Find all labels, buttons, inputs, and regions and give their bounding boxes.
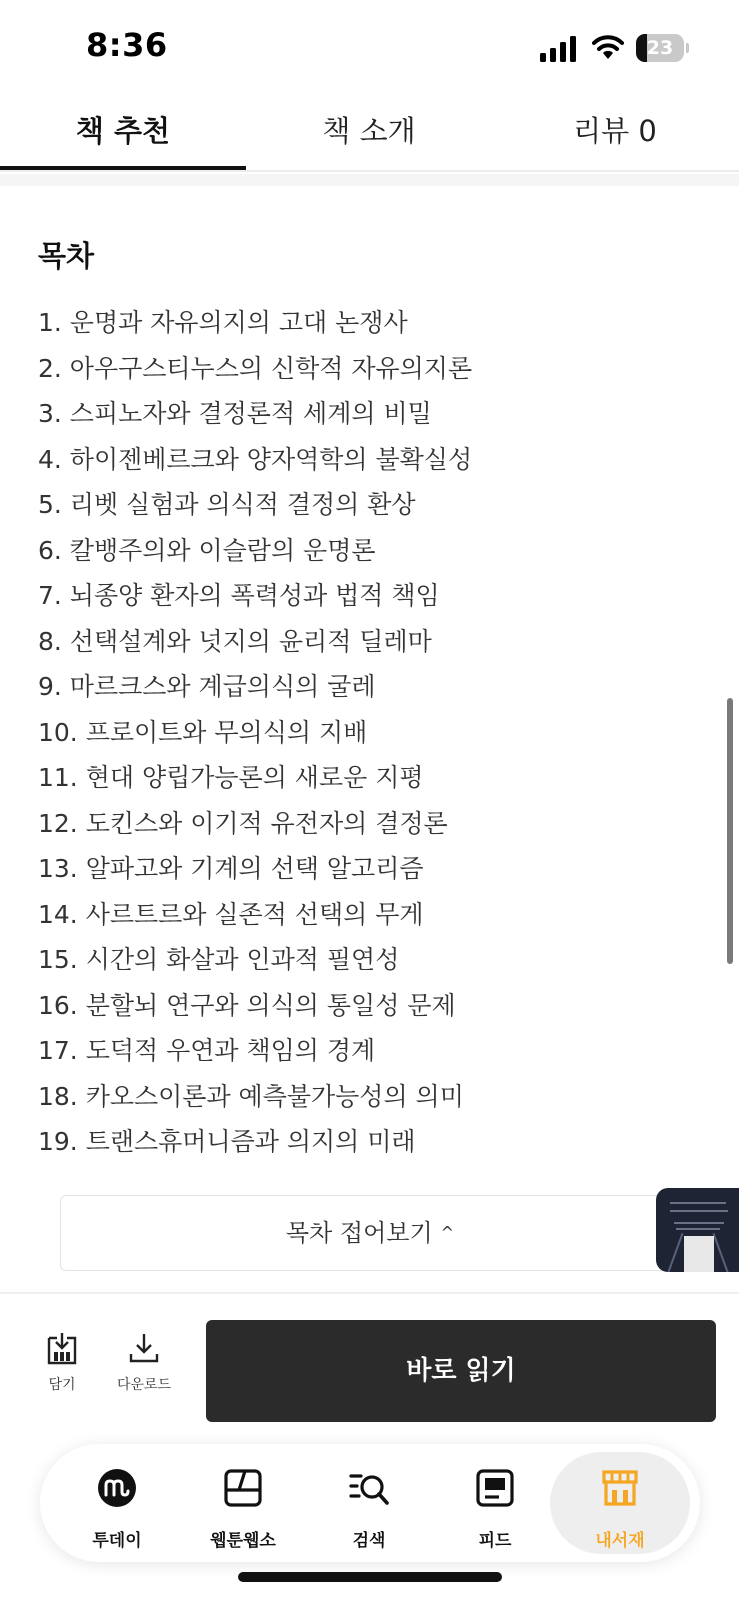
toc-item: 11. 현대 양립가능론의 새로운 지평 — [38, 763, 424, 792]
nav-label: 피드 — [478, 1531, 512, 1551]
toc-item: 6. 칼뱅주의와 이슬람의 운명론 — [38, 535, 376, 565]
toc-item: 14. 사르트르와 실존적 선택의 무게 — [38, 899, 424, 929]
toc-item: 4. 하이젠베르크와 양자역학의 불확실성 — [38, 444, 473, 474]
toc-item: 9. 마르크스와 계급의식의 굴레 — [38, 672, 376, 701]
status-time: 8:36 — [86, 26, 168, 64]
download-button[interactable] — [104, 1330, 184, 1410]
tab-book-intro[interactable]: 책 소개 — [322, 114, 416, 148]
chevron-up-icon: ^ — [440, 1223, 455, 1242]
toc-item: 15. 시간의 화살과 인과적 필연성 — [38, 945, 400, 974]
toc-item: 18. 카오스이론과 예측불가능성의 의미 — [38, 1081, 464, 1111]
scrollbar-thumb[interactable] — [727, 698, 733, 964]
toc-item: 13. 알파고와 기계의 선택 알고리즘 — [38, 854, 424, 883]
nav-label: 내서재 — [595, 1531, 645, 1551]
nav-label: 웹툰웹소 — [210, 1531, 276, 1551]
battery-icon — [636, 34, 688, 62]
section-divider — [0, 174, 739, 186]
tab-reviews[interactable]: 리뷰 0 — [573, 114, 657, 148]
nav-library[interactable] — [550, 1444, 676, 1562]
tab-bar — [0, 96, 739, 172]
toc-item: 10. 프로이트와 무의식의 지배 — [38, 717, 368, 747]
toc-collapse-label: 목차 접어보기 — [285, 1219, 433, 1247]
toc-title: 목차 — [38, 239, 95, 273]
nav-label: 투데이 — [92, 1531, 142, 1551]
toc-item: 2. 아우구스티누스의 신학적 자유의지론 — [38, 353, 473, 383]
action-bar — [0, 1292, 739, 1442]
search-icon — [349, 1468, 389, 1508]
tab-book-recommend[interactable]: 책 추천 — [75, 114, 171, 148]
toc-item: 16. 분할뇌 연구와 의식의 통일성 문제 — [38, 990, 456, 1020]
toc-item: 3. 스피노자와 결정론적 세계의 비밀 — [38, 399, 432, 428]
home-indicator — [238, 1572, 502, 1582]
today-m-icon — [97, 1468, 137, 1508]
save-label: 담기 — [48, 1377, 76, 1393]
toc-item: 19. 트랜스휴머니즘과 의지의 미래 — [38, 1127, 416, 1156]
nav-webtoon[interactable] — [180, 1444, 306, 1562]
nav-search[interactable] — [306, 1444, 432, 1562]
toc-list — [38, 300, 698, 1165]
read-now-button[interactable]: 바로 읽기 — [206, 1320, 716, 1422]
feed-icon — [475, 1468, 515, 1508]
nav-feed[interactable] — [432, 1444, 558, 1562]
toc-item: 12. 도킨스와 이기적 유전자의 결정론 — [38, 808, 448, 838]
toc-item: 17. 도덕적 우연과 책임의 경계 — [38, 1036, 376, 1065]
save-shelf-icon — [44, 1330, 80, 1366]
download-label: 다운로드 — [116, 1377, 172, 1393]
active-tab-indicator — [0, 166, 246, 170]
toc-item: 8. 선택설계와 넛지의 윤리적 딜레마 — [38, 626, 432, 656]
library-icon — [600, 1468, 640, 1508]
webtoon-icon — [223, 1468, 263, 1508]
toc-item: 5. 리벳 실험과 의식적 결정의 환상 — [38, 490, 416, 519]
book-cover-thumbnail[interactable] — [656, 1188, 739, 1272]
download-icon — [126, 1330, 162, 1366]
toc-item: 7. 뇌종양 환자의 폭력성과 법적 책임 — [38, 581, 440, 610]
toc-collapse-button[interactable] — [60, 1195, 680, 1271]
nav-today[interactable] — [54, 1444, 180, 1562]
battery-level: 23 — [646, 37, 674, 59]
cellular-signal-icon — [540, 36, 578, 62]
bottom-navigation — [40, 1444, 700, 1562]
wifi-icon — [592, 34, 624, 60]
nav-label: 검색 — [352, 1531, 386, 1551]
status-bar — [0, 0, 739, 96]
toc-item: 1. 운명과 자유의지의 고대 논쟁사 — [38, 308, 408, 337]
save-to-library-button[interactable] — [22, 1330, 102, 1410]
